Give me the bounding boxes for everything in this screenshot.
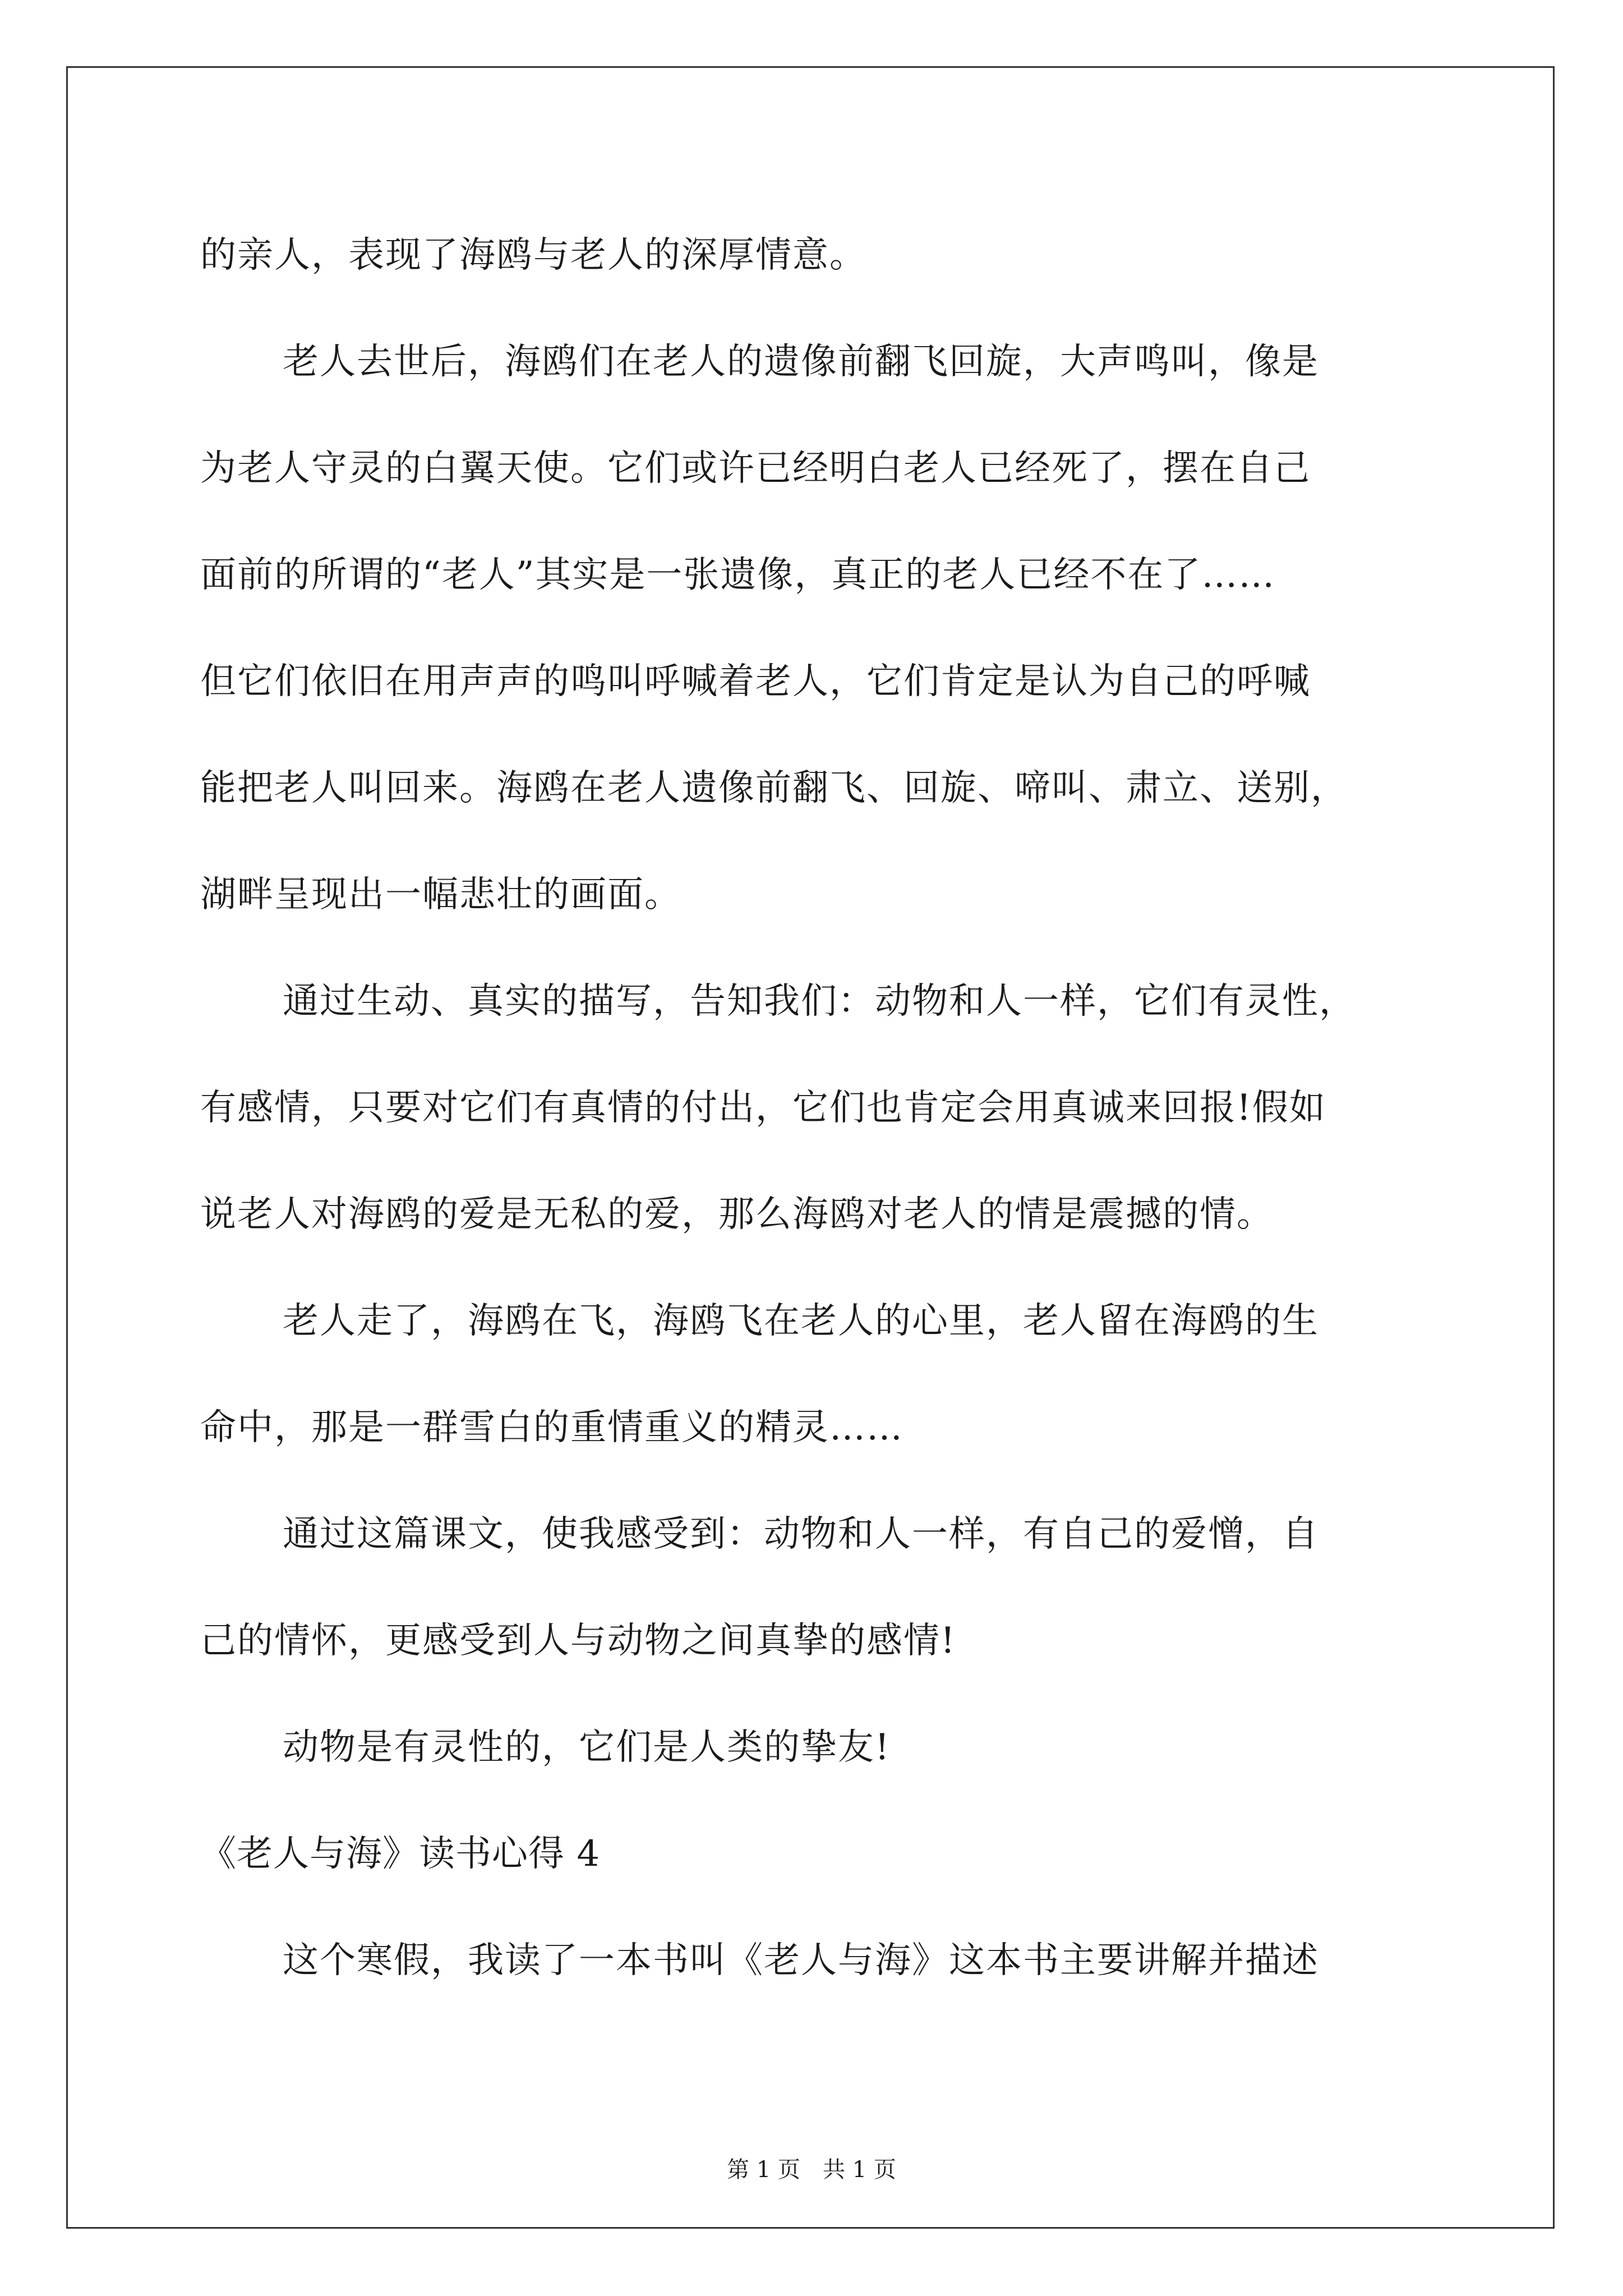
paragraph-start-line: 这个寒假，我读了一本书叫《老人与海》这本书主要讲解并描述: [283, 1940, 1319, 1981]
text-line: 能把老人叫回来。海鸥在老人遗像前翻飞、回旋、啼叫、肃立、送别，: [200, 767, 1348, 809]
text-line: 的亲人，表现了海鸥与老人的深厚情意。: [200, 234, 866, 276]
paragraph-start-line: 通过这篇课文，使我感受到：动物和人一样，有自己的爱憎，自: [283, 1513, 1319, 1555]
page-number-total: 共 1 页: [823, 2157, 896, 2183]
text-line: 己的情怀，更感受到人与动物之间真挚的感情!: [200, 1620, 956, 1662]
section-heading: 《老人与海》读书心得 4: [200, 1833, 601, 1875]
text-line: 说老人对海鸥的爱是无私的爱，那么海鸥对老人的情是震撼的情。: [200, 1194, 1274, 1235]
text-line: 面前的所谓的“老人”其实是一张遗像，真正的老人已经不在了……: [200, 554, 1276, 596]
paragraph-start-line: 老人去世后，海鸥们在老人的遗像前翻飞回旋，大声鸣叫，像是: [283, 341, 1319, 383]
page-number-current: 第 1 页: [727, 2157, 800, 2183]
page-footer: [0, 2153, 1623, 2187]
text-line: 命中，那是一群雪白的重情重义的精灵……: [200, 1407, 903, 1448]
text-line: 有感情，只要对它们有真情的付出，它们也肯定会用真诚来回报!假如: [200, 1087, 1326, 1129]
document-body: [200, 202, 1434, 2014]
text-line: 湖畔呈现出一幅悲壮的画面。: [200, 874, 681, 915]
text-line: 但它们依旧在用声声的鸣叫呼喊着老人，它们肯定是认为自己的呼喊: [200, 661, 1311, 702]
paragraph-start-line: 老人走了，海鸥在飞，海鸥飞在老人的心里，老人留在海鸥的生: [283, 1300, 1319, 1342]
text-line: 为老人守灵的白翼天使。它们或许已经明白老人已经死了，摆在自己: [200, 448, 1311, 489]
paragraph-start-line: 动物是有灵性的，它们是人类的挚友!: [283, 1727, 891, 1768]
paragraph-start-line: 通过生动、真实的描写，告知我们：动物和人一样，它们有灵性，: [283, 981, 1356, 1022]
